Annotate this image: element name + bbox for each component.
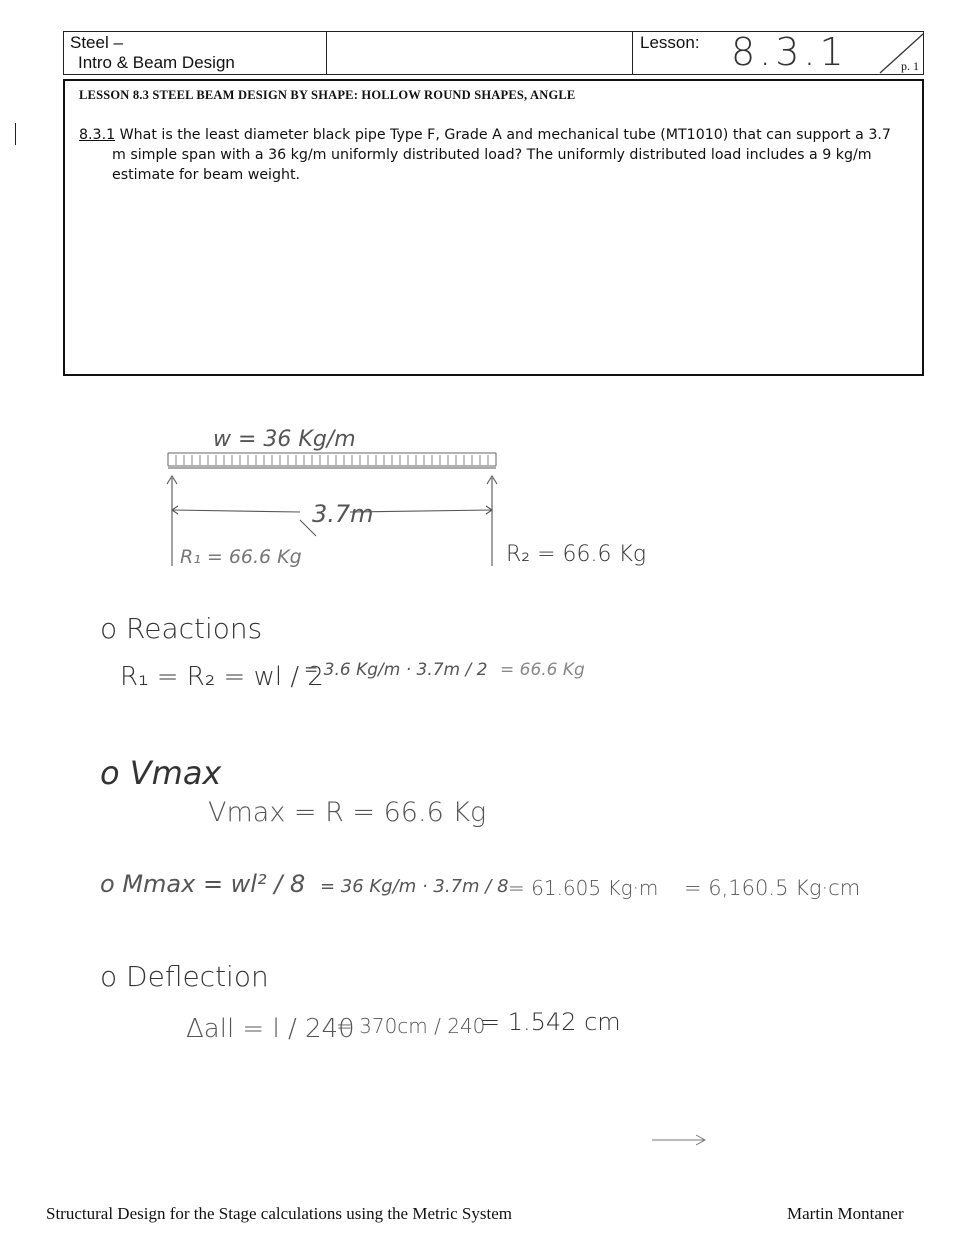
problem-text: What is the least diameter black pipe Type F, Grade A and mechanical tube (MT1010) that can support a 3.7 m simple span with a 36 kg/m uniformly distributed load? The uniformly distributed load includes a 9 kg/m estimate for beam weight. — [112, 127, 891, 183]
mmax-formula: o Mmax = wl² / 8 — [100, 870, 306, 898]
lesson-title: LESSON 8.3 STEEL BEAM DESIGN BY SHAPE: HOLLOW ROUND SHAPES, ANGLE — [79, 88, 576, 102]
lesson-number: 8.3.1 — [731, 30, 848, 74]
mmax-result-m: = 61.605 Kg·m — [508, 876, 659, 900]
reactions-substitution: = 3.6 Kg/m · 3.7m / 2 — [304, 660, 488, 680]
reactions-result: = 66.6 Kg — [500, 660, 585, 680]
deflection-result: = 1.542 cm — [480, 1008, 621, 1036]
footer-title: Structural Design for the Stage calculations using the Metric System — [46, 1204, 512, 1223]
footer-author: Martin Montaner — [787, 1204, 904, 1223]
deflection-substitution: = 370cm / 240 — [336, 1014, 486, 1038]
lesson-label: Lesson: — [640, 33, 700, 52]
deflection-formula: Δall = l / 240 — [186, 1014, 355, 1044]
reactions-heading: o Reactions — [100, 612, 263, 645]
course-title-line2: Intro & Beam Design — [78, 53, 235, 72]
r1-label: R₁ = 66.6 Kg — [180, 546, 302, 568]
problem-number: 8.3.1 — [79, 127, 116, 143]
continue-arrow-icon — [650, 1128, 710, 1152]
vmax-line: Vmax = R = 66.6 Kg — [208, 797, 487, 828]
mmax-substitution: = 36 Kg/m · 3.7m / 8 — [320, 876, 509, 897]
page-number: p. 1 — [901, 59, 919, 73]
deflection-heading: o Deflection — [100, 960, 269, 993]
vmax-heading: o Vmax — [100, 754, 222, 792]
course-title-line1: Steel – — [70, 33, 123, 52]
reactions-formula: R₁ = R₂ = wl / 2 — [120, 662, 324, 692]
span-label: 3.7m — [312, 500, 374, 528]
mmax-result-cm: = 6,160.5 Kg·cm — [684, 876, 861, 900]
r2-label: R₂ = 66.6 Kg — [506, 542, 647, 567]
load-label: w = 36 Kg/m — [213, 427, 356, 452]
